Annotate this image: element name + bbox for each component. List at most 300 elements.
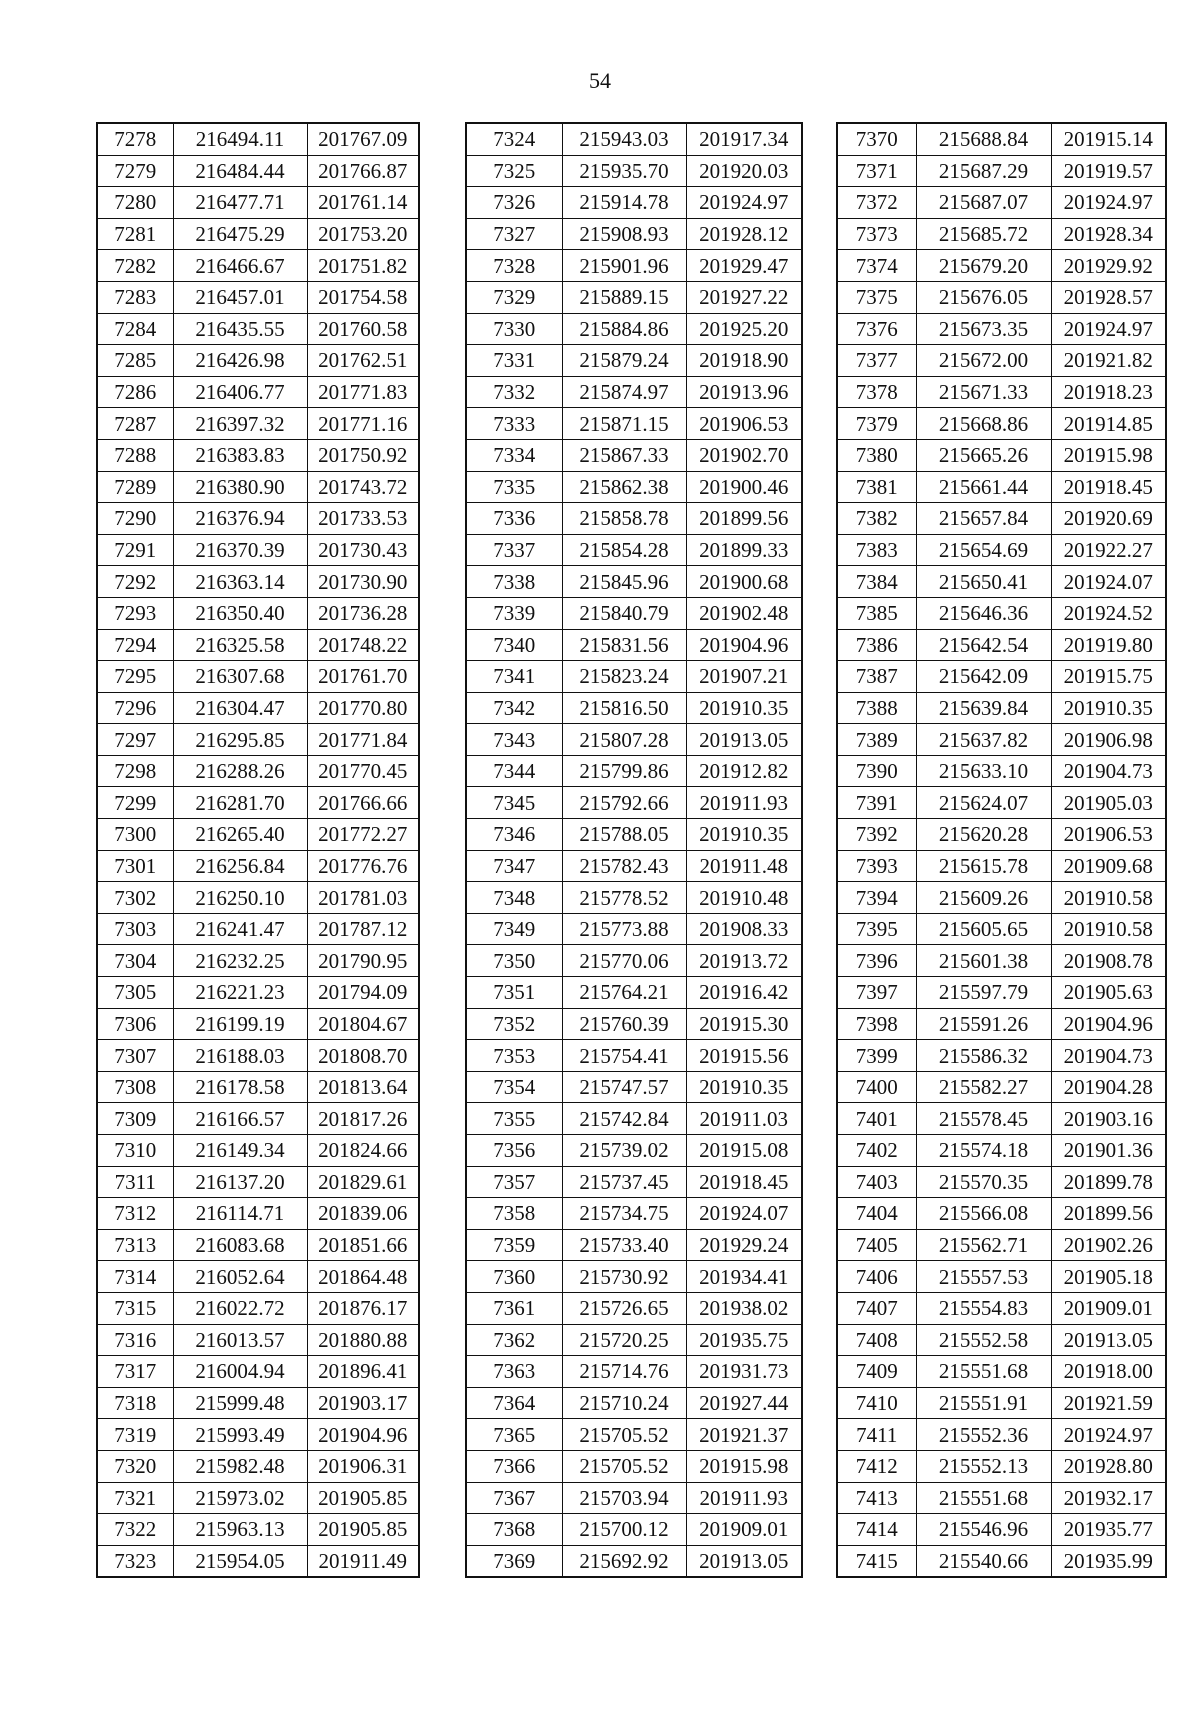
x-coordinate-cell: 215688.84 [916,123,1051,155]
table-row [837,913,1166,945]
x-coordinate-cell: 216232.25 [173,945,307,977]
y-coordinate-cell: 201905.63 [1051,977,1166,1009]
table-row [97,882,419,914]
table-row [837,1229,1166,1261]
table-row [466,661,802,693]
y-coordinate-cell: 201913.05 [686,1545,802,1577]
point-number-cell: 7305 [97,977,173,1009]
point-number-cell: 7410 [837,1387,916,1419]
x-coordinate-cell: 215867.33 [562,439,686,471]
x-coordinate-cell: 216250.10 [173,882,307,914]
x-coordinate-cell: 215552.58 [916,1324,1051,1356]
y-coordinate-cell: 201794.09 [307,977,419,1009]
table-row [466,1261,802,1293]
y-coordinate-cell: 201906.53 [686,408,802,440]
table-row [466,755,802,787]
x-coordinate-cell: 215552.13 [916,1450,1051,1482]
table-row [837,376,1166,408]
y-coordinate-cell: 201903.17 [307,1387,419,1419]
x-coordinate-cell: 215914.78 [562,187,686,219]
point-number-cell: 7370 [837,123,916,155]
table-row [97,1387,419,1419]
x-coordinate-cell: 215637.82 [916,724,1051,756]
table-row [97,1229,419,1261]
x-coordinate-cell: 215624.07 [916,787,1051,819]
point-number-cell: 7366 [466,1450,562,1482]
x-coordinate-cell: 216013.57 [173,1324,307,1356]
y-coordinate-cell: 201913.05 [1051,1324,1166,1356]
point-number-cell: 7389 [837,724,916,756]
y-coordinate-cell: 201772.27 [307,819,419,851]
point-number-cell: 7359 [466,1229,562,1261]
point-number-cell: 7403 [837,1166,916,1198]
table-row [837,1482,1166,1514]
table-row [97,1071,419,1103]
x-coordinate-cell: 215778.52 [562,882,686,914]
point-number-cell: 7293 [97,597,173,629]
y-coordinate-cell: 201906.31 [307,1450,419,1482]
y-coordinate-cell: 201924.97 [1051,1419,1166,1451]
x-coordinate-cell: 216484.44 [173,155,307,187]
x-coordinate-cell: 215620.28 [916,819,1051,851]
x-coordinate-cell: 216307.68 [173,661,307,693]
point-number-cell: 7330 [466,313,562,345]
x-coordinate-cell: 215679.20 [916,250,1051,282]
point-number-cell: 7377 [837,345,916,377]
y-coordinate-cell: 201817.26 [307,1103,419,1135]
y-coordinate-cell: 201748.22 [307,629,419,661]
y-coordinate-cell: 201921.37 [686,1419,802,1451]
table-row [837,471,1166,503]
x-coordinate-cell: 215999.48 [173,1387,307,1419]
table-row [837,597,1166,629]
y-coordinate-cell: 201771.83 [307,376,419,408]
y-coordinate-cell: 201932.17 [1051,1482,1166,1514]
y-coordinate-cell: 201915.14 [1051,123,1166,155]
point-number-cell: 7352 [466,1008,562,1040]
y-coordinate-cell: 201904.73 [1051,1040,1166,1072]
point-number-cell: 7329 [466,281,562,313]
x-coordinate-cell: 215726.65 [562,1292,686,1324]
x-coordinate-cell: 215871.15 [562,408,686,440]
y-coordinate-cell: 201751.82 [307,250,419,282]
x-coordinate-cell: 215742.84 [562,1103,686,1135]
y-coordinate-cell: 201864.48 [307,1261,419,1293]
x-coordinate-cell: 215943.03 [562,123,686,155]
y-coordinate-cell: 201904.96 [1051,1008,1166,1040]
point-number-cell: 7282 [97,250,173,282]
point-number-cell: 7286 [97,376,173,408]
x-coordinate-cell: 216083.68 [173,1229,307,1261]
x-coordinate-cell: 215657.84 [916,503,1051,535]
coordinate-table-2 [465,122,803,1578]
y-coordinate-cell: 201851.66 [307,1229,419,1261]
y-coordinate-cell: 201921.59 [1051,1387,1166,1419]
x-coordinate-cell: 215676.05 [916,281,1051,313]
y-coordinate-cell: 201909.01 [1051,1292,1166,1324]
x-coordinate-cell: 216477.71 [173,187,307,219]
table-row [837,1545,1166,1577]
x-coordinate-cell: 215639.84 [916,692,1051,724]
point-number-cell: 7381 [837,471,916,503]
x-coordinate-cell: 216466.67 [173,250,307,282]
point-number-cell: 7288 [97,439,173,471]
point-number-cell: 7290 [97,503,173,535]
point-number-cell: 7395 [837,913,916,945]
y-coordinate-cell: 201915.08 [686,1135,802,1167]
y-coordinate-cell: 201911.48 [686,850,802,882]
point-number-cell: 7295 [97,661,173,693]
x-coordinate-cell: 215705.52 [562,1419,686,1451]
point-number-cell: 7289 [97,471,173,503]
point-number-cell: 7348 [466,882,562,914]
table-row [97,376,419,408]
table-row [97,313,419,345]
point-number-cell: 7383 [837,534,916,566]
point-number-cell: 7385 [837,597,916,629]
table-row [466,1450,802,1482]
y-coordinate-cell: 201904.28 [1051,1071,1166,1103]
x-coordinate-cell: 215642.54 [916,629,1051,661]
x-coordinate-cell: 215671.33 [916,376,1051,408]
y-coordinate-cell: 201915.98 [1051,439,1166,471]
point-number-cell: 7380 [837,439,916,471]
x-coordinate-cell: 215551.68 [916,1356,1051,1388]
x-coordinate-cell: 215551.91 [916,1387,1051,1419]
point-number-cell: 7386 [837,629,916,661]
point-number-cell: 7372 [837,187,916,219]
table-row [466,1514,802,1546]
x-coordinate-cell: 215840.79 [562,597,686,629]
x-coordinate-cell: 215601.38 [916,945,1051,977]
table-row [97,755,419,787]
point-number-cell: 7358 [466,1198,562,1230]
x-coordinate-cell: 215661.44 [916,471,1051,503]
y-coordinate-cell: 201880.88 [307,1324,419,1356]
table-row [837,1040,1166,1072]
point-number-cell: 7355 [466,1103,562,1135]
x-coordinate-cell: 215586.32 [916,1040,1051,1072]
table-row [97,281,419,313]
point-number-cell: 7392 [837,819,916,851]
point-number-cell: 7309 [97,1103,173,1135]
y-coordinate-cell: 201839.06 [307,1198,419,1230]
point-number-cell: 7405 [837,1229,916,1261]
y-coordinate-cell: 201904.96 [307,1419,419,1451]
point-number-cell: 7342 [466,692,562,724]
y-coordinate-cell: 201928.34 [1051,218,1166,250]
y-coordinate-cell: 201918.45 [1051,471,1166,503]
x-coordinate-cell: 215816.50 [562,692,686,724]
table-row [97,439,419,471]
y-coordinate-cell: 201771.84 [307,724,419,756]
point-number-cell: 7399 [837,1040,916,1072]
y-coordinate-cell: 201762.51 [307,345,419,377]
y-coordinate-cell: 201776.76 [307,850,419,882]
point-number-cell: 7387 [837,661,916,693]
y-coordinate-cell: 201907.21 [686,661,802,693]
table-row [466,724,802,756]
point-number-cell: 7327 [466,218,562,250]
point-number-cell: 7350 [466,945,562,977]
table-row [837,850,1166,882]
point-number-cell: 7356 [466,1135,562,1167]
x-coordinate-cell: 215831.56 [562,629,686,661]
point-number-cell: 7393 [837,850,916,882]
point-number-cell: 7340 [466,629,562,661]
y-coordinate-cell: 201938.02 [686,1292,802,1324]
table-row [97,1135,419,1167]
table-row [837,503,1166,535]
y-coordinate-cell: 201916.42 [686,977,802,1009]
table-row [466,882,802,914]
x-coordinate-cell: 215730.92 [562,1261,686,1293]
table-row [837,566,1166,598]
y-coordinate-cell: 201911.03 [686,1103,802,1135]
table-row [97,1514,419,1546]
x-coordinate-cell: 215570.35 [916,1166,1051,1198]
point-number-cell: 7406 [837,1261,916,1293]
table-row [466,1008,802,1040]
x-coordinate-cell: 216376.94 [173,503,307,535]
table-row [97,1040,419,1072]
y-coordinate-cell: 201902.70 [686,439,802,471]
y-coordinate-cell: 201905.85 [307,1482,419,1514]
page-number: 54 [589,68,611,93]
x-coordinate-cell: 216350.40 [173,597,307,629]
table-row [466,1103,802,1135]
y-coordinate-cell: 201924.97 [686,187,802,219]
y-coordinate-cell: 201808.70 [307,1040,419,1072]
point-number-cell: 7296 [97,692,173,724]
point-number-cell: 7369 [466,1545,562,1577]
point-number-cell: 7402 [837,1135,916,1167]
x-coordinate-cell: 216397.32 [173,408,307,440]
table-row [837,187,1166,219]
table-row [837,1166,1166,1198]
x-coordinate-cell: 215609.26 [916,882,1051,914]
x-coordinate-cell: 216457.01 [173,281,307,313]
point-number-cell: 7368 [466,1514,562,1546]
point-number-cell: 7311 [97,1166,173,1198]
y-coordinate-cell: 201915.98 [686,1450,802,1482]
y-coordinate-cell: 201920.69 [1051,503,1166,535]
point-number-cell: 7294 [97,629,173,661]
x-coordinate-cell: 216178.58 [173,1071,307,1103]
x-coordinate-cell: 215654.69 [916,534,1051,566]
table-row [97,1166,419,1198]
y-coordinate-cell: 201730.90 [307,566,419,598]
table-row [466,1419,802,1451]
y-coordinate-cell: 201918.90 [686,345,802,377]
table-row [97,345,419,377]
table-row [837,945,1166,977]
point-number-cell: 7397 [837,977,916,1009]
table-row [837,882,1166,914]
y-coordinate-cell: 201876.17 [307,1292,419,1324]
table-row [466,376,802,408]
y-coordinate-cell: 201931.73 [686,1356,802,1388]
table-row [837,281,1166,313]
point-number-cell: 7362 [466,1324,562,1356]
y-coordinate-cell: 201743.72 [307,471,419,503]
table-row [466,1387,802,1419]
x-coordinate-cell: 216281.70 [173,787,307,819]
y-coordinate-cell: 201766.87 [307,155,419,187]
y-coordinate-cell: 201904.96 [686,629,802,661]
x-coordinate-cell: 216295.85 [173,724,307,756]
table-row [97,724,419,756]
table-row [837,1103,1166,1135]
y-coordinate-cell: 201924.97 [1051,187,1166,219]
point-number-cell: 7310 [97,1135,173,1167]
table-row [466,123,802,155]
point-number-cell: 7347 [466,850,562,882]
x-coordinate-cell: 215650.41 [916,566,1051,598]
x-coordinate-cell: 215554.83 [916,1292,1051,1324]
point-number-cell: 7314 [97,1261,173,1293]
y-coordinate-cell: 201910.35 [686,692,802,724]
x-coordinate-cell: 215615.78 [916,850,1051,882]
point-number-cell: 7298 [97,755,173,787]
y-coordinate-cell: 201918.23 [1051,376,1166,408]
y-coordinate-cell: 201901.36 [1051,1135,1166,1167]
x-coordinate-cell: 215562.71 [916,1229,1051,1261]
y-coordinate-cell: 201899.33 [686,534,802,566]
table-row [466,534,802,566]
table-row [466,819,802,851]
table-row [837,1514,1166,1546]
table-row [837,345,1166,377]
table-row [97,1545,419,1577]
y-coordinate-cell: 201766.66 [307,787,419,819]
x-coordinate-cell: 215578.45 [916,1103,1051,1135]
y-coordinate-cell: 201922.27 [1051,534,1166,566]
table-row [97,945,419,977]
x-coordinate-cell: 215747.57 [562,1071,686,1103]
table-row [837,661,1166,693]
point-number-cell: 7281 [97,218,173,250]
x-coordinate-cell: 215665.26 [916,439,1051,471]
x-coordinate-cell: 215807.28 [562,724,686,756]
point-number-cell: 7335 [466,471,562,503]
y-coordinate-cell: 201899.78 [1051,1166,1166,1198]
x-coordinate-cell: 215720.25 [562,1324,686,1356]
point-number-cell: 7363 [466,1356,562,1388]
point-number-cell: 7343 [466,724,562,756]
y-coordinate-cell: 201824.66 [307,1135,419,1167]
y-coordinate-cell: 201924.52 [1051,597,1166,629]
point-number-cell: 7351 [466,977,562,1009]
point-number-cell: 7414 [837,1514,916,1546]
point-number-cell: 7318 [97,1387,173,1419]
table-row [97,471,419,503]
table-row [837,1324,1166,1356]
point-number-cell: 7408 [837,1324,916,1356]
table-row [837,692,1166,724]
point-number-cell: 7396 [837,945,916,977]
point-number-cell: 7378 [837,376,916,408]
table-row [466,471,802,503]
table-row [837,755,1166,787]
x-coordinate-cell: 215642.09 [916,661,1051,693]
x-coordinate-cell: 215668.86 [916,408,1051,440]
x-coordinate-cell: 215700.12 [562,1514,686,1546]
table-row [837,787,1166,819]
x-coordinate-cell: 216241.47 [173,913,307,945]
y-coordinate-cell: 201917.34 [686,123,802,155]
point-number-cell: 7328 [466,250,562,282]
y-coordinate-cell: 201804.67 [307,1008,419,1040]
y-coordinate-cell: 201908.33 [686,913,802,945]
y-coordinate-cell: 201914.85 [1051,408,1166,440]
x-coordinate-cell: 215591.26 [916,1008,1051,1040]
x-coordinate-cell: 216166.57 [173,1103,307,1135]
x-coordinate-cell: 216406.77 [173,376,307,408]
y-coordinate-cell: 201927.22 [686,281,802,313]
y-coordinate-cell: 201929.92 [1051,250,1166,282]
x-coordinate-cell: 215862.38 [562,471,686,503]
y-coordinate-cell: 201928.12 [686,218,802,250]
y-coordinate-cell: 201924.07 [1051,566,1166,598]
x-coordinate-cell: 215692.92 [562,1545,686,1577]
x-coordinate-cell: 215908.93 [562,218,686,250]
x-coordinate-cell: 215540.66 [916,1545,1051,1577]
y-coordinate-cell: 201909.68 [1051,850,1166,882]
point-number-cell: 7374 [837,250,916,282]
y-coordinate-cell: 201900.46 [686,471,802,503]
table-row [466,1040,802,1072]
table-row [466,977,802,1009]
point-number-cell: 7316 [97,1324,173,1356]
table-row [97,1450,419,1482]
x-coordinate-cell: 216149.34 [173,1135,307,1167]
x-coordinate-cell: 215935.70 [562,155,686,187]
y-coordinate-cell: 201750.92 [307,439,419,471]
table-row [466,187,802,219]
point-number-cell: 7339 [466,597,562,629]
y-coordinate-cell: 201770.80 [307,692,419,724]
table-row [97,503,419,535]
point-number-cell: 7307 [97,1040,173,1072]
table-row [97,1356,419,1388]
point-number-cell: 7360 [466,1261,562,1293]
table-row [466,218,802,250]
coordinate-table-body [466,123,802,1577]
x-coordinate-cell: 215799.86 [562,755,686,787]
y-coordinate-cell: 201771.16 [307,408,419,440]
point-number-cell: 7334 [466,439,562,471]
x-coordinate-cell: 215672.00 [916,345,1051,377]
table-row [97,566,419,598]
point-number-cell: 7394 [837,882,916,914]
table-row [837,439,1166,471]
x-coordinate-cell: 215557.53 [916,1261,1051,1293]
coordinate-table-3 [836,122,1167,1578]
y-coordinate-cell: 201902.48 [686,597,802,629]
table-row [97,787,419,819]
table-row [97,850,419,882]
point-number-cell: 7317 [97,1356,173,1388]
point-number-cell: 7367 [466,1482,562,1514]
point-number-cell: 7287 [97,408,173,440]
y-coordinate-cell: 201921.82 [1051,345,1166,377]
x-coordinate-cell: 215714.76 [562,1356,686,1388]
table-row [466,1071,802,1103]
x-coordinate-cell: 216288.26 [173,755,307,787]
x-coordinate-cell: 215901.96 [562,250,686,282]
y-coordinate-cell: 201909.01 [686,1514,802,1546]
